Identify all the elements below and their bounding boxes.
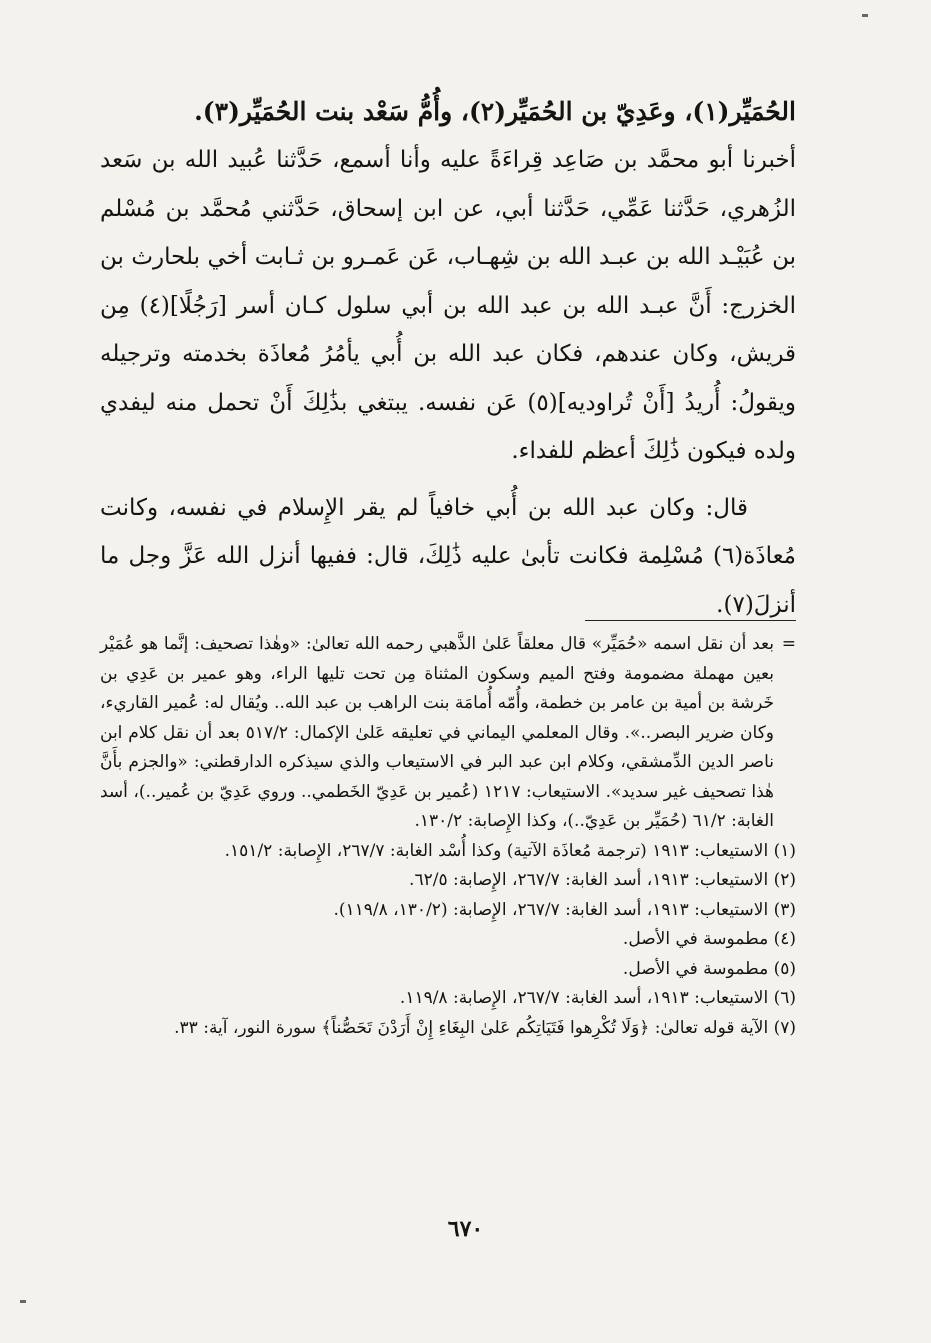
footnote-1: (١) الاستيعاب: ١٩١٣ (ترجمة مُعاذَة الآتية) وكذا أُسْد الغابة: ٢٦٧/٧، الإِصابة: ١٥١/٢. [224, 840, 796, 861]
paragraph-2: قال: وكان عبد الله بن أُبي خافياً لم يقر الإِسلام في نفسه، وكانت مُعاذَة(٦) مُسْلِمة فكانت تأبىٰ عليه ذَٰلِكَ، قال: ففيها أنزل الله عَزَّ وجل ما أنزلَ(٧). [100, 494, 796, 618]
footnote-separator [585, 620, 796, 621]
footnote-3: (٣) الاستيعاب: ١٩١٣، أسد الغابة: ٢٦٧/٧، الإِصابة: (١٣٠/٢، ١١٩/٨). [333, 899, 796, 920]
paragraph-1: أخبرنا أبو محمَّد بن صَاعِد قِراءَةً عليه وأنا أسمع، حَدَّثنا عُبيد الله بن سَعد الزُهري، حَدَّثنا عَمِّي، حَدَّثنا أبي، عن ابن إسحاق، حَدَّثني مُحمَّد بن مُسْلم بن عُبَيْـد الله بن عبـد الله بن شِهـاب، عَن عَمـرو بن ثـابت أخي بلحارث بن الخزرج: أَنَّ عبـد الله بن عبد الله بن أبي سلول كـان أسر [رَجُلًا](٤) مِن قريش، وكان عندهم، فكان عبد الله بن أُبي يأمُرُ مُعاذَة بخدمته وترجيله ويقولُ: أُريدُ [أَنْ تُراوديه](٥) عَن نفسه. يبتغي بذَٰلِكَ أَنْ تحمل منه ليفدي ولده فيكون ذَٰلِكَ أعظم للفداء. [100, 147, 796, 464]
scan-speck [862, 14, 868, 17]
footnote-5: (٥) مطموسة في الأصل. [622, 958, 796, 979]
footnote-6: (٦) الاستيعاب: ١٩١٣، أسد الغابة: ٢٦٧/٧، الإِصابة: ١١٩/٨. [399, 988, 796, 1008]
continuation-marker: = [781, 634, 796, 654]
continuation-text: بعد أن نقل اسمه «حُمَيِّر» قال معلقاً عَلىٰ الذَّهبي رحمه الله تعالىٰ: «وهٰذا تصحيف: إنَّما هو عُمَيْر بعين مهملة مضمومة وفتح الميم وسكون المثناة مِن تحت تليها الراء، وهو عمير بن عَدِي بن خَرشة بن أمية بن عامر بن خطمة، وأُمّه أُمامَة بنت الراهب بن عبد الله.. ويُقال له: عُمير القاريء، وكان ضرير البصر..». وقال المعلمي اليماني في تعليقه عَلىٰ الإكمال: ٥١٧/٢ بعد أن نقل كلام ابن ناصر الدين الدِّمشقي، وكلام ابن عبد البر في الاستيعاب والذي سيذكره الدارقطني: «والجزم بأَنَّ هٰذا تصحيف غير سديد». الاستيعاب: ١٢١٧ (عُمير بن عَدِيّ الخَطمي.. وروي عَدِيّ بن عُمير..)، أسد الغابة: ٦١/٢ (حُمَيِّر بن عَدِيّ..)، وكذا الإِصابة: ١٣٠/٢. [100, 634, 774, 831]
page-number: ٦٧٠ [447, 1216, 484, 1242]
footnote-7: (٧) الآية قوله تعالىٰ: ﴿وَلَا تُكْرِهوا فَتَيَاتِكُم عَلىٰ البِغَاءِ إِنْ أَرَدْنَ تَحَصُّناً﴾ سورة النور، آية: ٣٣. [174, 1017, 796, 1038]
footnote-2: (٢) الاستيعاب: ١٩١٣، أسد الغابة: ٢٦٧/٧، الإِصابة: ٦٢/٥. [409, 870, 796, 890]
footnote-4: (٤) مطموسة في الأصل. [622, 929, 796, 949]
scan-speck [20, 1300, 26, 1303]
opening-line: الحُمَيِّر(١)، وعَدِيّ بن الحُمَيِّر(٢)، وأُمُّ سَعْد بنت الحُمَيِّر(٣). [194, 97, 796, 126]
footnotes [100, 630, 796, 1043]
main-text [100, 92, 796, 629]
footnote-continuation [100, 630, 796, 837]
